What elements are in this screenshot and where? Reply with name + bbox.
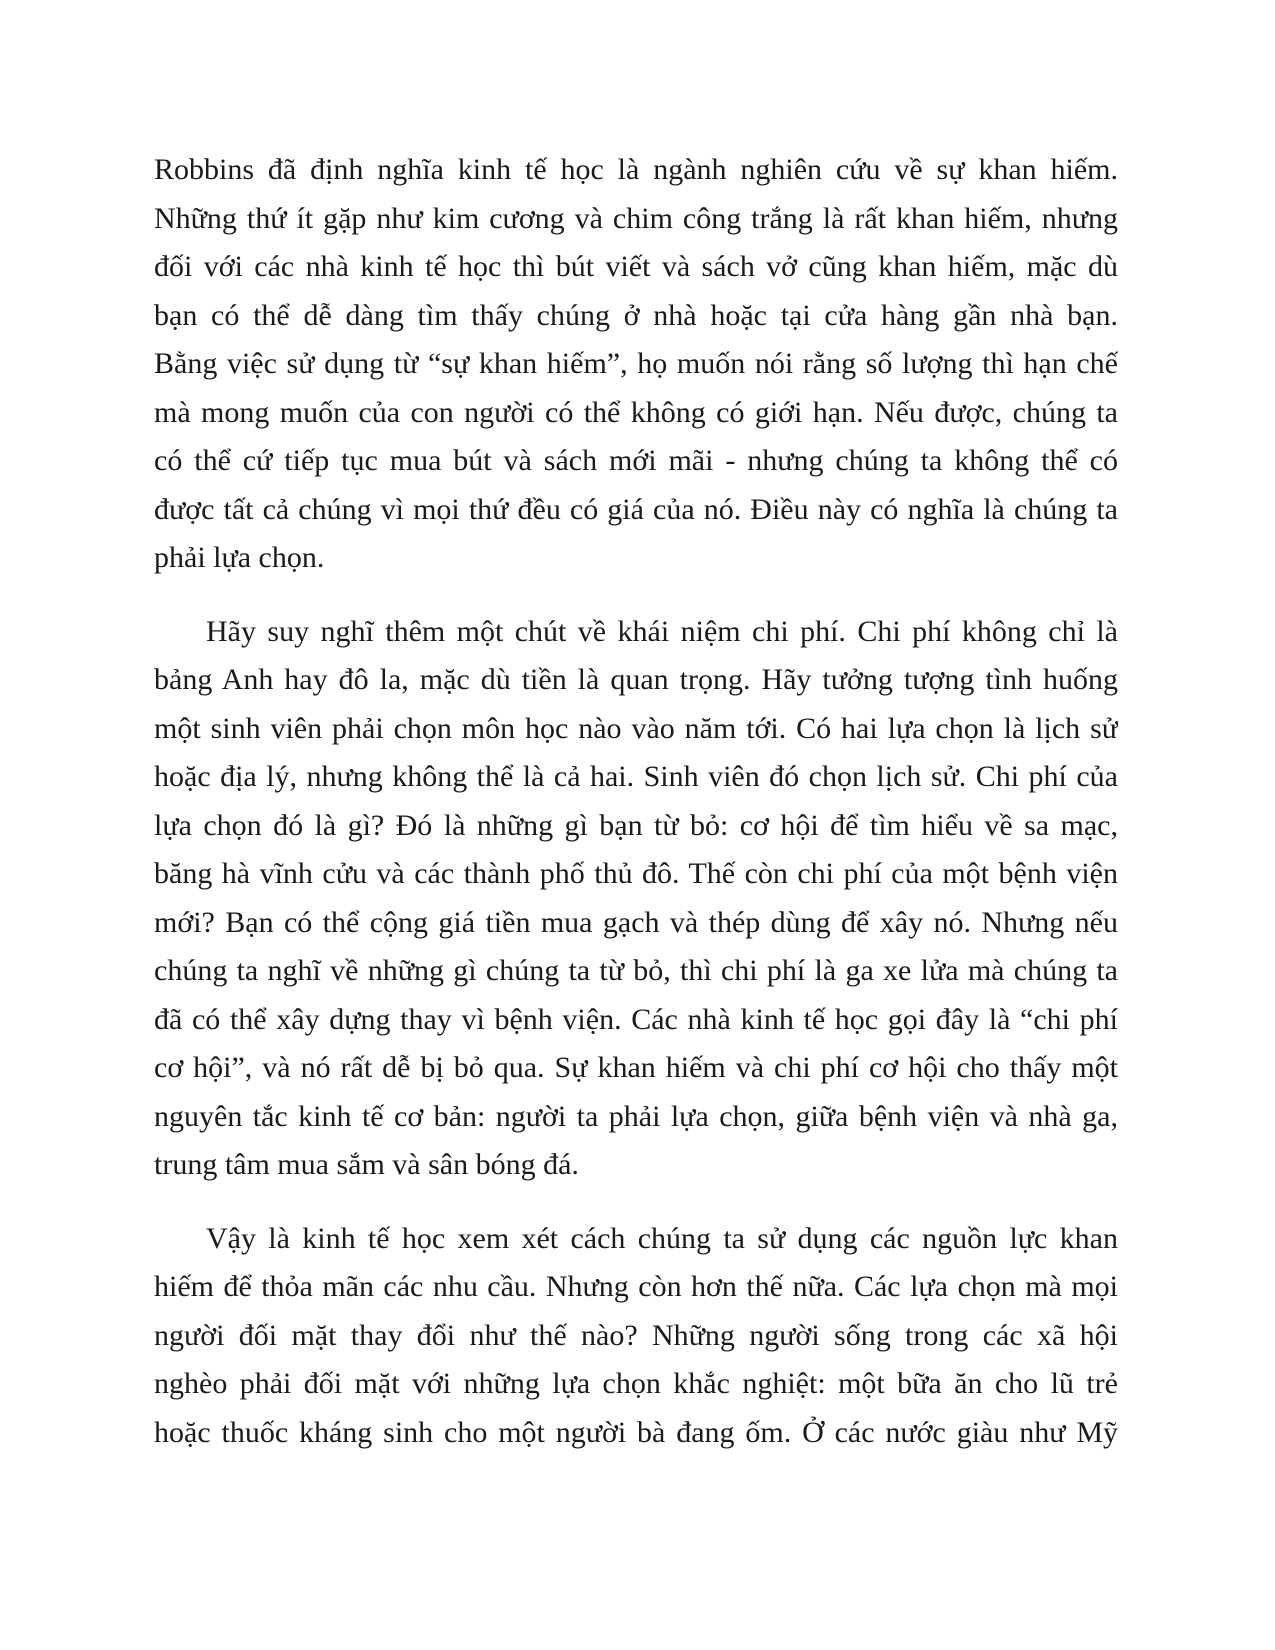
- text-line: Bằng việc sử dụng từ “sự khan hiếm”, họ muốn nói rằng số lượng thì hạn chế: [154, 347, 1118, 380]
- text-line: bảng Anh hay đô la, mặc dù tiền là quan trọng. Hãy tưởng tượng tình huống: [154, 663, 1118, 696]
- text-line: đã có thể xây dựng thay vì bệnh viện. Các nhà kinh tế học gọi đây là “chi phí: [154, 1002, 1118, 1036]
- text-line: đối với các nhà kinh tế học thì bút viết và sách vở cũng khan hiếm, mặc dù: [154, 250, 1118, 283]
- page-text: [154, 146, 1118, 1457]
- text-line: lựa chọn đó là gì? Đó là những gì bạn từ bỏ: cơ hội để tìm hiểu về sa mạc,: [154, 808, 1118, 842]
- paragraph: [154, 608, 1118, 1190]
- text-line: Hãy suy nghĩ thêm một chút về khái niệm chi phí. Chi phí không chỉ là: [206, 614, 1118, 648]
- text-line: người đối mặt thay đổi như thế nào? Những người sống trong các xã hội: [154, 1318, 1118, 1352]
- paragraph: [154, 146, 1118, 583]
- text-line: hoặc địa lý, nhưng không thể là cả hai. Sinh viên đó chọn lịch sử. Chi phí của: [154, 760, 1118, 793]
- text-line: bạn có thể dễ dàng tìm thấy chúng ở nhà hoặc tại cửa hàng gần nhà bạn.: [154, 298, 1118, 332]
- text-line: có thể cứ tiếp tục mua bút và sách mới mãi - nhưng chúng ta không thể có: [154, 444, 1118, 477]
- text-line: cơ hội”, và nó rất dễ bị bỏ qua. Sự khan hiếm và chi phí cơ hội cho thấy một: [154, 1051, 1118, 1084]
- text-line: nghèo phải đối mặt với những lựa chọn khắc nghiệt: một bữa ăn cho lũ trẻ: [154, 1367, 1118, 1400]
- text-line: mà mong muốn của con người có thể không có giới hạn. Nếu được, chúng ta: [154, 395, 1118, 429]
- text-line: được tất cả chúng vì mọi thứ đều có giá của nó. Điều này có nghĩa là chúng ta: [154, 492, 1118, 526]
- text-line: hoặc thuốc kháng sinh cho một người bà đang ốm. Ở các nước giàu như Mỹ: [154, 1415, 1118, 1449]
- text-line: hiếm để thỏa mãn các nhu cầu. Nhưng còn hơn thế nữa. Các lựa chọn mà mọi: [154, 1270, 1118, 1303]
- text-line: chúng ta nghĩ về những gì chúng ta từ bỏ, thì chi phí là ga xe lửa mà chúng ta: [154, 954, 1118, 987]
- text-line: băng hà vĩnh cửu và các thành phố thủ đô. Thế còn chi phí của một bệnh viện: [154, 857, 1118, 890]
- text-line: mới? Bạn có thể cộng giá tiền mua gạch và thép dùng để xây nó. Nhưng nếu: [154, 905, 1118, 939]
- text-line: một sinh viên phải chọn môn học nào vào năm tới. Có hai lựa chọn là lịch sử: [154, 711, 1118, 745]
- text-line: Những thứ ít gặp như kim cương và chim công trắng là rất khan hiếm, nhưng: [154, 201, 1118, 235]
- paragraph: [154, 1215, 1118, 1458]
- text-line: phải lựa chọn.: [154, 541, 325, 574]
- text-line: Vậy là kinh tế học xem xét cách chúng ta sử dụng các nguồn lực khan: [206, 1221, 1118, 1255]
- text-line: Robbins đã định nghĩa kinh tế học là ngành nghiên cứu về sự khan hiếm.: [154, 153, 1118, 186]
- text-line: nguyên tắc kinh tế cơ bản: người ta phải lựa chọn, giữa bệnh viện và nhà ga,: [154, 1099, 1118, 1133]
- text-line: trung tâm mua sắm và sân bóng đá.: [154, 1148, 579, 1181]
